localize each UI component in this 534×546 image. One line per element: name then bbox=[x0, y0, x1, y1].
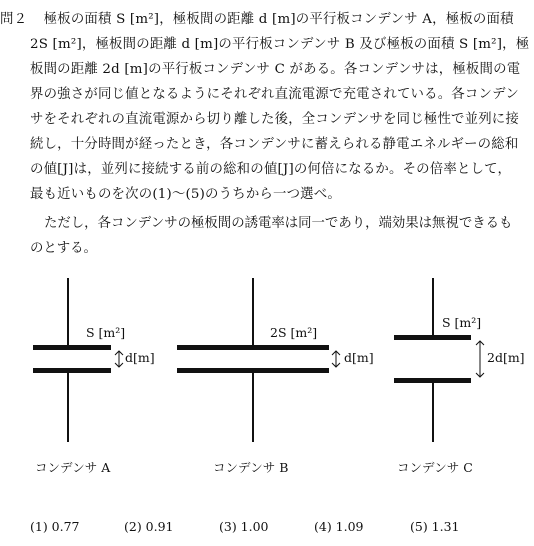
gap-label: d[m] bbox=[125, 350, 155, 365]
gap-arrow-icon bbox=[331, 350, 341, 368]
choice-2[interactable]: (2) 0.91 bbox=[124, 519, 174, 534]
choice-5[interactable]: (5) 1.31 bbox=[410, 519, 460, 534]
capacitor-name: コンデンサ C bbox=[397, 460, 473, 475]
top-plate bbox=[394, 335, 471, 340]
gap-arrow-icon bbox=[475, 340, 485, 378]
question-line-4: 界の強さが同じ値となるようにそれぞれ直流電源で充電されている。各コンデン bbox=[30, 87, 519, 102]
choice-3[interactable]: (3) 1.00 bbox=[219, 519, 269, 534]
area-label: 2S [m²] bbox=[270, 325, 318, 340]
question-line-6: 続し，十分時間が経ったとき，各コンデンサに蓄えられる静電エネルギーの総和 bbox=[30, 137, 519, 152]
capacitor-name: コンデンサ B bbox=[213, 460, 289, 475]
question-line-5: サをそれぞれの直流電源から切り離した後，全コンデンサを同じ極性で並列に接 bbox=[30, 112, 519, 127]
question-line-2: 2S [m²]，極板間の距離 d [m]の平行板コンデンサ B 及び極板の面積 S [m²]，極 bbox=[30, 37, 530, 52]
question-line-8: 最も近いものを次の(1)～(5)のうちから一つ選べ。 bbox=[30, 187, 341, 202]
top-plate bbox=[177, 345, 329, 350]
gap-label: d[m] bbox=[344, 350, 374, 365]
bottom-plate bbox=[33, 368, 111, 373]
lead-wire-top bbox=[67, 278, 69, 346]
lead-wire-top bbox=[252, 278, 254, 346]
top-plate bbox=[33, 345, 111, 350]
gap-label: 2d[m] bbox=[487, 350, 525, 365]
note-line-2: のとする。 bbox=[30, 241, 97, 256]
choice-1[interactable]: (1) 0.77 bbox=[30, 519, 80, 534]
question-line-7: の値[J]は，並列に接続する前の総和の値[J]の何倍になるか。その倍率として， bbox=[30, 162, 512, 177]
question-line-1 bbox=[0, 10, 514, 29]
capacitor-name: コンデンサ A bbox=[35, 460, 111, 475]
question-line-text: 極板の面積 S [m²]，極板間の距離 d [m]の平行板コンデンサ A，極板の面積 bbox=[43, 12, 514, 27]
gap-arrow-icon bbox=[114, 350, 124, 368]
note-line-1: ただし，各コンデンサの極板間の誘電率は同一であり，端効果は無視できるも bbox=[44, 216, 513, 231]
lead-wire-bottom bbox=[432, 382, 434, 442]
choice-4[interactable]: (4) 1.09 bbox=[314, 519, 364, 534]
lead-wire-bottom bbox=[67, 372, 69, 442]
lead-wire-bottom bbox=[252, 372, 254, 442]
area-label: S [m²] bbox=[442, 315, 482, 330]
question-number: 問２ bbox=[0, 12, 28, 27]
lead-wire-top bbox=[432, 278, 434, 336]
area-label: S [m²] bbox=[86, 325, 126, 340]
question-line-3: 板間の距離 2d [m]の平行板コンデンサ C がある。各コンデンサは，極板間の電 bbox=[30, 62, 521, 77]
